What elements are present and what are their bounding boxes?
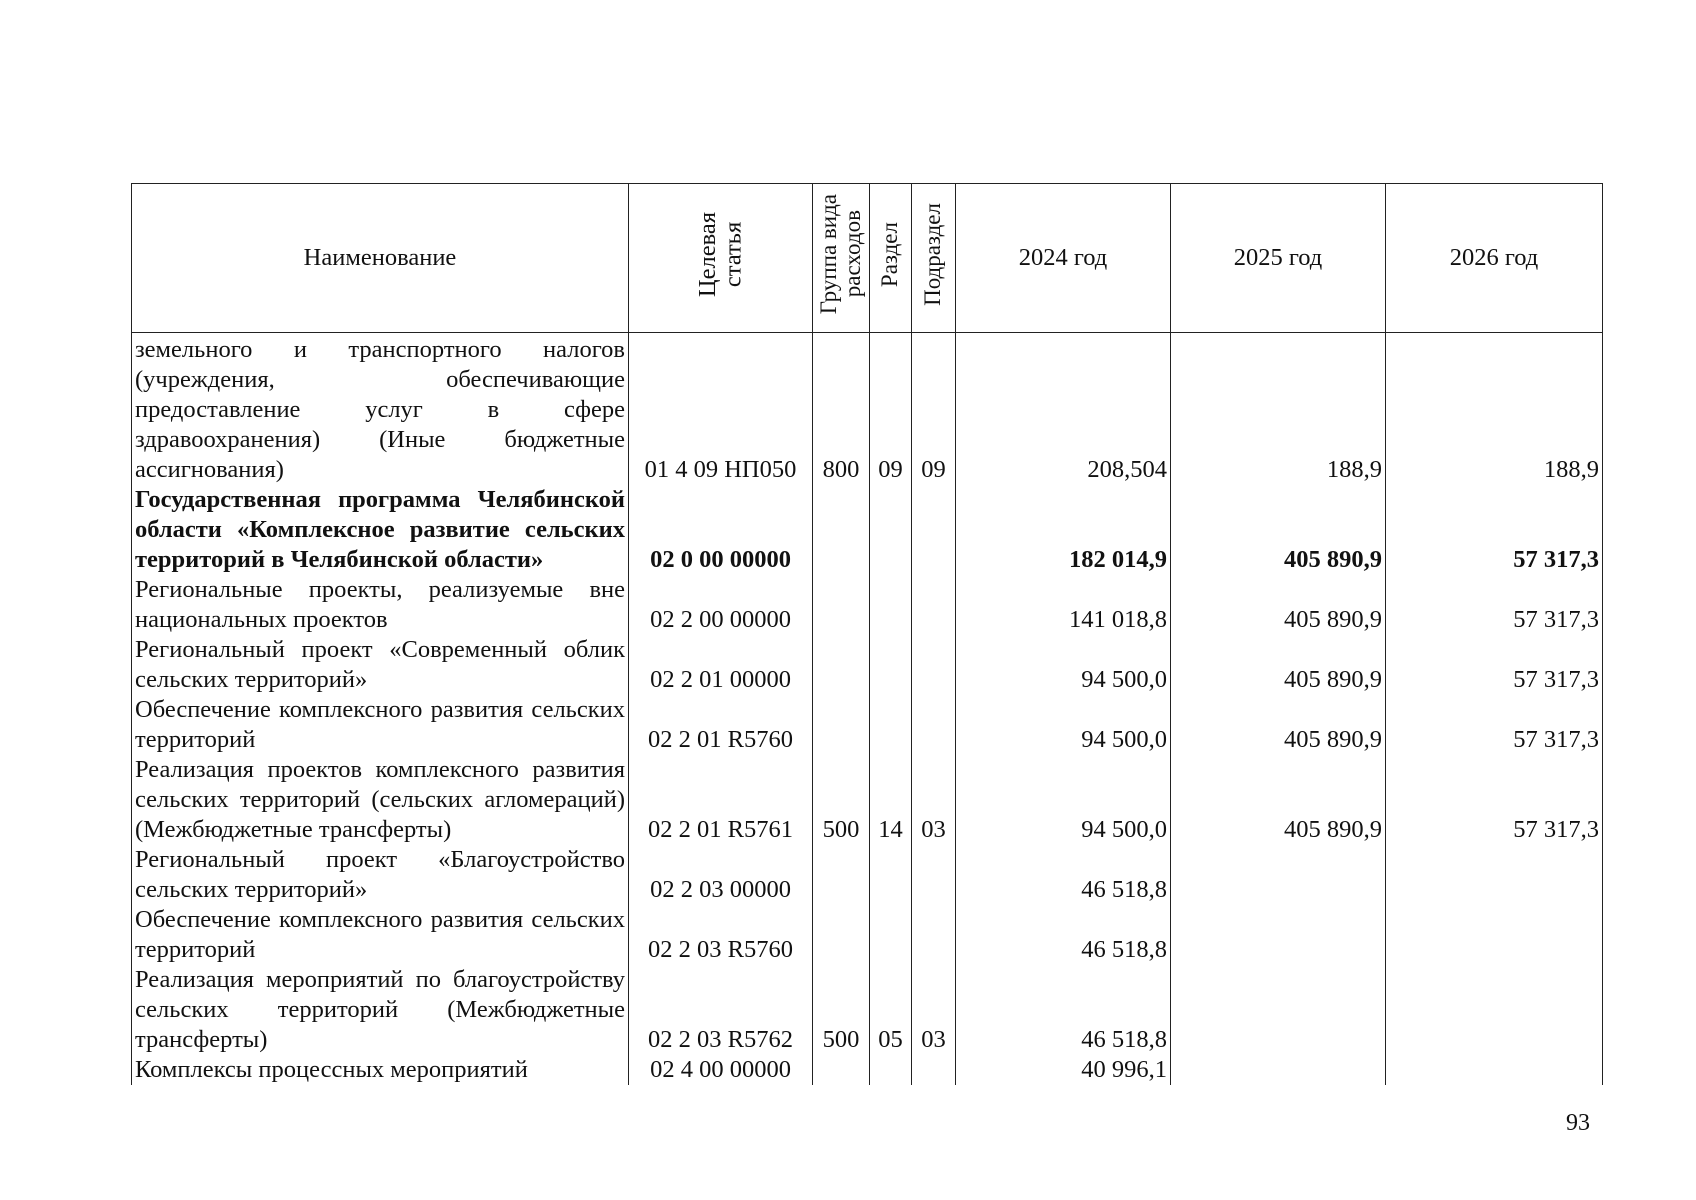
row-subsection: 03 bbox=[912, 755, 956, 845]
row-2026: 57 317,3 bbox=[1386, 575, 1603, 635]
row-2025: 405 890,9 bbox=[1171, 755, 1386, 845]
row-group: 500 bbox=[813, 755, 870, 845]
row-group: 800 bbox=[813, 333, 870, 486]
row-target: 02 2 01 R5761 bbox=[629, 755, 813, 845]
row-name: Комплексы процессных мероприятий bbox=[132, 1055, 629, 1085]
table-row bbox=[132, 695, 1603, 755]
table-row bbox=[132, 485, 1603, 575]
row-section: 14 bbox=[870, 755, 912, 845]
header-target: Целевая статья bbox=[629, 184, 813, 333]
header-2024: 2024 год bbox=[956, 184, 1171, 333]
row-2026 bbox=[1386, 1055, 1603, 1085]
row-2025 bbox=[1171, 845, 1386, 905]
row-subsection bbox=[912, 485, 956, 575]
header-2026: 2026 год bbox=[1386, 184, 1603, 333]
row-2026: 57 317,3 bbox=[1386, 755, 1603, 845]
row-2026 bbox=[1386, 905, 1603, 965]
row-subsection bbox=[912, 845, 956, 905]
row-name: Обеспечение комплексного развития сельских территорий bbox=[132, 905, 629, 965]
row-2025: 188,9 bbox=[1171, 333, 1386, 486]
row-section bbox=[870, 845, 912, 905]
row-target: 02 2 03 00000 bbox=[629, 845, 813, 905]
row-section: 05 bbox=[870, 965, 912, 1055]
row-2025: 405 890,9 bbox=[1171, 575, 1386, 635]
row-2024: 46 518,8 bbox=[956, 965, 1171, 1055]
budget-table bbox=[131, 183, 1603, 1085]
row-2025: 405 890,9 bbox=[1171, 635, 1386, 695]
row-2025 bbox=[1171, 905, 1386, 965]
row-group bbox=[813, 695, 870, 755]
row-2026: 188,9 bbox=[1386, 333, 1603, 486]
row-subsection bbox=[912, 635, 956, 695]
row-section bbox=[870, 485, 912, 575]
row-group bbox=[813, 905, 870, 965]
header-section: Раздел bbox=[870, 184, 912, 333]
row-section bbox=[870, 905, 912, 965]
row-2024: 94 500,0 bbox=[956, 755, 1171, 845]
row-target: 02 2 00 00000 bbox=[629, 575, 813, 635]
row-target: 02 2 01 R5760 bbox=[629, 695, 813, 755]
row-2024: 208,504 bbox=[956, 333, 1171, 486]
table-row bbox=[132, 965, 1603, 1055]
row-target: 01 4 09 НП050 bbox=[629, 333, 813, 486]
header-2025: 2025 год bbox=[1171, 184, 1386, 333]
row-section bbox=[870, 635, 912, 695]
row-name: Обеспечение комплексного развития сельских территорий bbox=[132, 695, 629, 755]
row-name: Государственная программа Челябинской области «Комплексное развитие сельских территорий в Челябинской области» bbox=[132, 485, 629, 575]
row-group bbox=[813, 635, 870, 695]
row-2026: 57 317,3 bbox=[1386, 485, 1603, 575]
header-name: Наименование bbox=[132, 184, 629, 333]
row-subsection bbox=[912, 905, 956, 965]
row-2024: 94 500,0 bbox=[956, 695, 1171, 755]
row-group bbox=[813, 845, 870, 905]
row-target: 02 4 00 00000 bbox=[629, 1055, 813, 1085]
row-2025: 405 890,9 bbox=[1171, 695, 1386, 755]
table-row bbox=[132, 575, 1603, 635]
row-2025 bbox=[1171, 1055, 1386, 1085]
row-2024: 46 518,8 bbox=[956, 845, 1171, 905]
row-2024: 182 014,9 bbox=[956, 485, 1171, 575]
table-row bbox=[132, 845, 1603, 905]
table-row bbox=[132, 635, 1603, 695]
table-row bbox=[132, 333, 1603, 486]
row-name: Региональные проекты, реализуемые вне национальных проектов bbox=[132, 575, 629, 635]
header-row bbox=[132, 184, 1603, 333]
table-row bbox=[132, 1055, 1603, 1085]
row-2025 bbox=[1171, 965, 1386, 1055]
row-group bbox=[813, 575, 870, 635]
row-2026: 57 317,3 bbox=[1386, 695, 1603, 755]
row-target: 02 2 01 00000 bbox=[629, 635, 813, 695]
row-section bbox=[870, 1055, 912, 1085]
row-subsection: 03 bbox=[912, 965, 956, 1055]
row-target: 02 2 03 R5762 bbox=[629, 965, 813, 1055]
row-2026: 57 317,3 bbox=[1386, 635, 1603, 695]
header-group: Группа вида расходов bbox=[813, 184, 870, 333]
table-row bbox=[132, 755, 1603, 845]
row-name: Региональный проект «Современный облик сельских территорий» bbox=[132, 635, 629, 695]
row-2024: 46 518,8 bbox=[956, 905, 1171, 965]
row-subsection: 09 bbox=[912, 333, 956, 486]
row-section bbox=[870, 575, 912, 635]
row-2024: 40 996,1 bbox=[956, 1055, 1171, 1085]
header-subsection: Подраздел bbox=[912, 184, 956, 333]
row-name: земельного и транспортного налогов (учреждения, обеспечивающие предоставление услуг в сфере здравоохранения) (Иные бюджетные ассигнования) bbox=[132, 333, 629, 486]
row-subsection bbox=[912, 1055, 956, 1085]
row-subsection bbox=[912, 575, 956, 635]
row-2026 bbox=[1386, 845, 1603, 905]
row-group: 500 bbox=[813, 965, 870, 1055]
row-target: 02 2 03 R5760 bbox=[629, 905, 813, 965]
row-2024: 141 018,8 bbox=[956, 575, 1171, 635]
row-2024: 94 500,0 bbox=[956, 635, 1171, 695]
row-group bbox=[813, 485, 870, 575]
page-number: 93 bbox=[1566, 1110, 1590, 1136]
table-row bbox=[132, 905, 1603, 965]
row-group bbox=[813, 1055, 870, 1085]
row-name: Реализация проектов комплексного развития сельских территорий (сельских агломераций) (Межбюджетные трансферты) bbox=[132, 755, 629, 845]
row-name: Региональный проект «Благоустройство сельских территорий» bbox=[132, 845, 629, 905]
row-subsection bbox=[912, 695, 956, 755]
row-2025: 405 890,9 bbox=[1171, 485, 1386, 575]
row-section bbox=[870, 695, 912, 755]
row-name: Реализация мероприятий по благоустройству сельских территорий (Межбюджетные трансферты) bbox=[132, 965, 629, 1055]
row-target: 02 0 00 00000 bbox=[629, 485, 813, 575]
row-section: 09 bbox=[870, 333, 912, 486]
row-2026 bbox=[1386, 965, 1603, 1055]
